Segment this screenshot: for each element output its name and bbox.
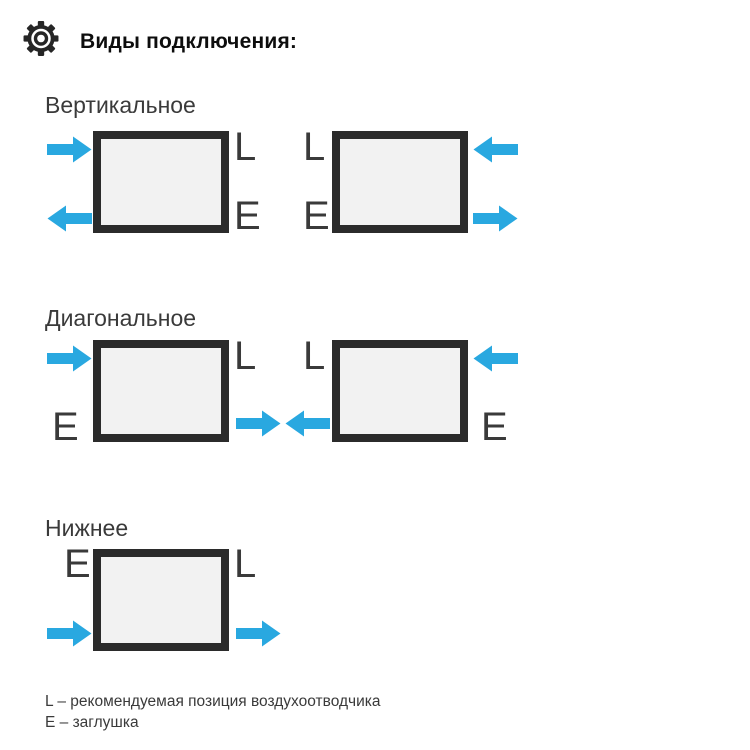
arrow-left-icon bbox=[285, 410, 330, 437]
port-label-l: L bbox=[303, 125, 326, 169]
section-title-vertical: Вертикальное bbox=[45, 92, 196, 118]
port-label-l: L bbox=[234, 125, 257, 169]
port-label-l: L bbox=[234, 334, 257, 378]
section-title-bottom: Нижнее bbox=[45, 515, 129, 541]
arrow-right-icon bbox=[47, 620, 92, 647]
section-title-diagonal: Диагональное bbox=[45, 305, 197, 331]
legend-line-l: L – рекомендуемая позиция воздухоотводчика bbox=[45, 693, 381, 710]
port-label-e: E bbox=[303, 194, 330, 238]
port-label-e: E bbox=[64, 542, 91, 586]
arrow-right-icon bbox=[47, 136, 92, 163]
port-label-l: L bbox=[234, 542, 257, 586]
radiator-box bbox=[93, 131, 229, 233]
legend-line-e: E – заглушка bbox=[45, 714, 139, 731]
arrow-right-icon bbox=[236, 620, 281, 647]
arrow-left-icon bbox=[473, 345, 518, 372]
radiator-box bbox=[332, 340, 468, 442]
radiator-box bbox=[332, 131, 468, 233]
legend bbox=[45, 691, 381, 733]
radiator-box bbox=[93, 340, 229, 442]
port-label-e: E bbox=[234, 194, 261, 238]
port-label-e: E bbox=[481, 405, 508, 449]
radiator-box bbox=[93, 549, 229, 651]
arrow-left-icon bbox=[473, 136, 518, 163]
arrow-right-icon bbox=[473, 205, 518, 232]
port-label-e: E bbox=[52, 405, 79, 449]
port-label-l: L bbox=[303, 334, 326, 378]
figure-title: Виды подключения: bbox=[80, 30, 298, 53]
arrow-left-icon bbox=[47, 205, 92, 232]
arrow-right-icon bbox=[47, 345, 92, 372]
arrow-right-icon bbox=[236, 410, 281, 437]
gear-icon bbox=[23, 20, 59, 57]
